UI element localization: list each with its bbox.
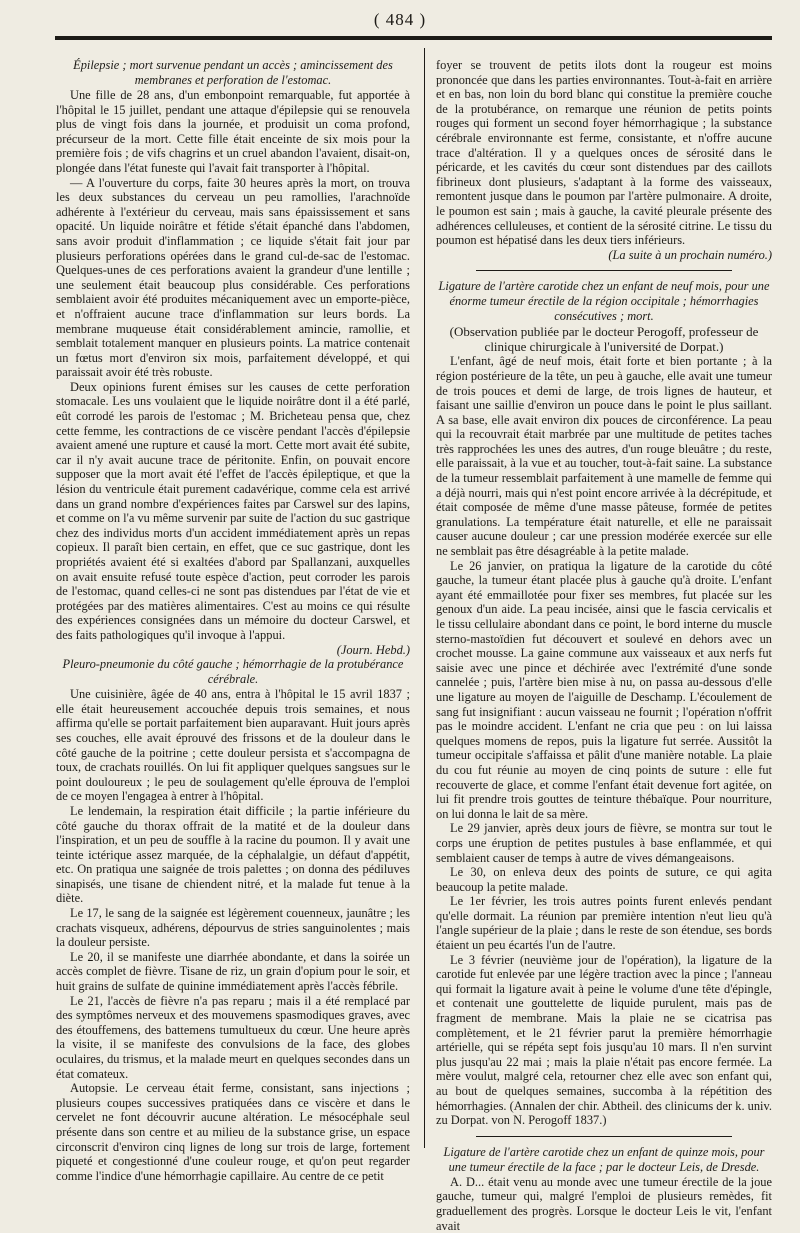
paragraph: — A l'ouverture du corps, faite 30 heures après la mort, on trouva les deux substances du cerveau un peu ramollies, l'arachnoïde adhérente à l'extérieur du cerveau, mais sans épaississement et sans opacité. Un liquide noirâtre et fétide s'était épanché dans l'abdomen, sans avoir produit d'inflammation ; ce liquide s'était fait jour par plusieurs perforations opérées dans le grand cul-de-sac de l'estomac. Quelques-unes de ces perforations avaient la grandeur d'une lentille ; une seulement était beaucoup plus considérable. Ces perforations semblaient avoir été produites mécaniquement avec un emporte-pièce, et n'offraient aucune trace d'inflammation sur leurs bords. La membrane muqueuse était considérablement amincie, ramollie, et semblait totalement manquer en plusieurs points. La matrice contenait un fœtus mort d'environ six mois, parfaitement développé, et qui paraissait avoir été très robuste. (56, 175, 410, 380)
page-number: ( 484 ) (373, 10, 427, 29)
paragraph: Le 20, il se manifeste une diarrhée abondante, et dans la soirée un accès complet de fièvre. Tisane de riz, un grain d'opium pour le soir, et huit grains de sulfate de quinine immédiatement après l'accès fébrile. (56, 949, 410, 994)
paragraph: Le 1er février, les trois autres points furent enlevés pendant qu'elle dormait. La réunion par première intention n'eut lieu qu'à l'angle supérieur de la plaie ; dans le reste de son étendue, ses bords étaient un peu écartés l'un de l'autre. (436, 894, 772, 953)
paragraph: Deux opinions furent émises sur les causes de cette perforation stomacale. Les uns voulaient que le liquide noirâtre dont il a été parlé, eût corrodé les parois de l'estomac ; M. Bricheteau pensa que, chez cette femme, les contractions de ce viscère pendant l'accès d'épilepsie avaient amené une rupture et causé la mort. Cette mort avait été subite, car il n'y avait aucune trace de péritonite. Enfin, on pouvait encore supposer que la mort avait été l'effet de l'accès épileptique, et que la lésion du ventricule était purement cadavérique, comme cela est arrivé dans un grand nombre d'expériences faites par Carswel sur des lapins, et comme on l'a vu même survenir par suite de l'action du suc gastrique chez des individus morts d'un accident immédiatement après un repas copieux. Il paraît bien certain, en effet, que ce suc gastrique, dont les propriétés avaient été si exaltées d'abord par Spallanzani, auxquelles on avait ensuite refusé toute espèce d'action, peut corroder les parois de l'estomac, quand celles-ci ne sont pas distendues par l'état de vie et protégées par des matières alimentaires. C'est au moins ce qui résulte des expériences consignées dans un mémoire du docteur Carswel, et des faits pathologiques qu'il invoque à l'appui. (56, 379, 410, 642)
paragraph: foyer se trouvent de petits ilots dont la rougeur est moins prononcée que dans les parties environnantes. Tout-à-fait en arrière et en bas, non loin du bord blanc qui constitue la première couche de la protubérance, on remarque une réunion de petits points rouges qui forment un second foyer hémorrhagique ; la substance cérébrale environnante est ferme, consistante, et n'offre aucune trace d'altération. Il y a quelques onces de sérosité dans le péricarde, et les cavités du cœur sont distendues par des caillots fibrineux dont plusieurs, s'adaptant à la forme des vaisseaux, remontent jusque dans le poumon par l'artère pulmonaire. A droite, le poumon est sain ; mais à gauche, la cavité pleurale présente des adhérences celluleuses, et contient de la sérosité citrine. Le tissu du poumon est hépatisé dans les deux tiers inférieurs. (436, 58, 772, 248)
paragraph: Autopsie. Le cerveau était ferme, consistant, sans injections ; plusieurs coupes successives pratiquées dans ce viscère et dans le cervelet ne font découvrir aucune altération. Le mésocéphale seul présente dans son centre et au milieu de la substance grise, un espace circonscrit d'environ cinq lignes de long sur trois de large, fortement piqueté et congestionné d'une couleur rouge, et qu'on peut regarder comme l'indice d'une hémorrhagie capillaire. Au centre de ce petit (56, 1081, 410, 1183)
left-column (56, 58, 410, 1183)
section-divider (476, 270, 732, 271)
source-citation: (Journ. Hebd.) (336, 642, 410, 657)
column-rule (424, 48, 425, 1148)
paragraph: Le 17, le sang de la saignée est légèrement couenneux, jaunâtre ; les crachats visqueux, adhérens, dépourvus de stries sanguinolentes ; mais la douleur persiste. (56, 906, 410, 950)
article-heading: Épilepsie ; mort survenue pendant un accès ; amincissement des membranes et perforation de l'estomac. (73, 58, 393, 87)
paragraph: Le 3 février (neuvième jour de l'opération), la ligature de la carotide fut enlevée par une légère traction avec la pince ; l'anneau qui formait la ligature avait à peine le volume d'une tête d'épingle, et contenait une gouttelette de liquide purulent, mais pas de fragment de membrane. Mais la plaie ne se cicatrisa pas complètement, et le 21 février parut la première hémorrhagie artérielle, qui se répéta sept fois jusqu'au 10 mars. Il n'en survint plus jusqu'au 22 mai ; mais la plaie n'était pas encore fermée. La mère voulut, malgré cela, retourner chez elle avec son enfant qui, au bout de quelques semaines, succomba à la répétition des hémorrhagies. (Annalen der chir. Abtheil. des clinicums der k. univ. zu Dorpat. von N. Perogoff 1837.) (436, 952, 772, 1128)
paragraph: Une cuisinière, âgée de 40 ans, entra à l'hôpital le 15 avril 1837 ; elle était heureusement accouchée depuis trois semaines, et nous affirma qu'elle se portait parfaitement bien auparavant. Huit jours après ses couches, elle avait éprouvé des frissons et de la douleur dans le côté gauche de la poitrine ; cette douleur persista et s'accompagna de toux, de crachats rouillés. On lui fit appliquer quelques sangsues sur le point douloureux ; le peu de soulagement qu'elle éprouva de l'emploi de ce moyen l'engagea à entrer à l'hôpital. (56, 687, 410, 804)
top-rule (55, 36, 772, 40)
article-heading: Pleuro-pneumonie du côté gauche ; hémorrhagie de la protubérance cérébrale. (62, 657, 404, 687)
article-heading: Ligature de l'artère carotide chez un enfant de quinze mois, pour une tumeur érectile de la face ; par le docteur Leis, de Dresde. (443, 1144, 765, 1174)
paragraph: Le 29 janvier, après deux jours de fièvre, se montra sur tout le corps une éruption de petites pustules à base enflammée, et qui semblaient causer de temps à autre de vives démangeaisons. (436, 821, 772, 865)
article-heading: Ligature de l'artère carotide chez un enfant de neuf mois, pour une énorme tumeur érectile de la région occipitale ; hémorrhagies consécutives ; mort. (438, 279, 770, 324)
section-divider (476, 1136, 732, 1137)
observation-attribution: (Observation publiée par le docteur Perogoff, professeur de clinique chirurgicale à l'université de Dorpat.) (449, 324, 759, 355)
paragraph: L'enfant, âgé de neuf mois, était forte et bien portante ; à la région postérieure de la tête, un peu à gauche, elle avait une tumeur de trois pouces et demi de large, de trois lignes de hauteur, et faisant une saillie d'environ un pouce dans le point le plus saillant. A sa base, elle avait environ dix pouces de circonférence. La peau qui la recouvrait était marbrée par une multitude de petites taches très rapprochées les unes des autres, d'un rouge bleuâtre ; du reste, elle paraissait, à la vue et au toucher, tout-à-fait saine. La substance de la tumeur ressemblait parfaitement à une mamelle de femme qui a déjà nourri, mais qui n'est point encore arrivée à la décrépitude, et était composée de même d'une masse pâteuse, formée de petites granulations. La température était naturelle, et elle ne paraissait causer aucune douleur ; car une pression modérée exercée sur elle ne semblait pas être désagréable à la petite malade. (436, 354, 772, 559)
paragraph: Le 26 janvier, on pratiqua la ligature de la carotide du côté gauche, la tumeur étant placée plus à gauche qu'à droite. L'enfant ayant été emmaillotée pour fixer ses membres, fut placée sur les genoux d'un aide. La peau incisée, ainsi que le fascia cervicalis et le tissu cellulaire abondant dans ce point, le bord interne du muscle sterno-mastoïdien fut découvert et soulevé en dehors avec un crochet mousse. La gaine commune aux vaisseaux et aux nerfs fut saisie avec une pince et déchirée avec l'extrémité d'une sonde cannelée ; puis, l'artère bien mise à nu, on passa au-dessous d'elle une ligature au moyen de l'aiguille de Deschamp. L'écoulement de sang fut insignifiant : aucun vaisseau ne fournit ; l'opération n'offrit pas le moindre accident. L'enfant ne cria que peu : on lui laissa quelques momens de repos, puis la ligature fut serrée. Aussitôt la tumeur occipitale s'affaissa et pâlit d'une manière notable. La plaie du cou fut réunie au moyen de cinq points de suture : elle fut recouverte de glace, et comme l'enfant était devenue fort agitée, on lui fit prendre trois gouttes de teinture thébaïque. Pour nourriture, on lui donna le lait de sa mère. (436, 558, 772, 821)
continued-note: (La suite à un prochain numéro.) (608, 247, 772, 262)
paragraph: A. D... était venu au monde avec une tumeur érectile de la joue gauche, tumeur qui, malgré l'emploi de plusieurs remèdes, fit graduellement des progrès. Lorsque le docteur Leis le vit, l'enfant avait (436, 1174, 772, 1233)
paragraph: Le 30, on enleva deux des points de suture, ce qui agita beaucoup la petite malade. (436, 865, 772, 894)
paragraph: Le lendemain, la respiration était difficile ; la partie inférieure du côté gauche du thorax offrait de la matité et de la douleur dans l'inspiration, et un peu de souffle à la racine du poumon. Il y avait une teinte ictérique assez marquée, de la céphalalgie, un défaut d'appétit, etc. On pratiqua une saignée de trois palettes ; on donna des pédiluves sinapisés, une tisane de chiendent nitré, et la malade fut tenue à la diète. (56, 803, 410, 906)
paragraph: Une fille de 28 ans, d'un embonpoint remarquable, fut apportée à l'hôpital le 15 juillet, pendant une attaque d'épilepsie qui se renouvela plus de vingt fois dans la journée, et produisit un coma profond, précurseur de la mort. Cette fille était enceinte de six mois pour la première fois ; de vifs chagrins et un cruel abandon l'avaient, disait-on, plongée dans l'état funeste qui l'avait fait transporter à l'hôpital. (56, 88, 410, 175)
right-column (436, 58, 772, 1233)
paragraph: Le 21, l'accès de fièvre n'a pas reparu ; mais il a été remplacé par des symptômes nerveux et des mouvemens spasmodiques graves, avec des étouffemens, des battemens tumultueux du cœur. Une heure après la visite, il se manifeste des convulsions de la face, des globes oculaires, du trismus, et la malade meurt en quelques secondes dans un état comateux. (56, 993, 410, 1081)
